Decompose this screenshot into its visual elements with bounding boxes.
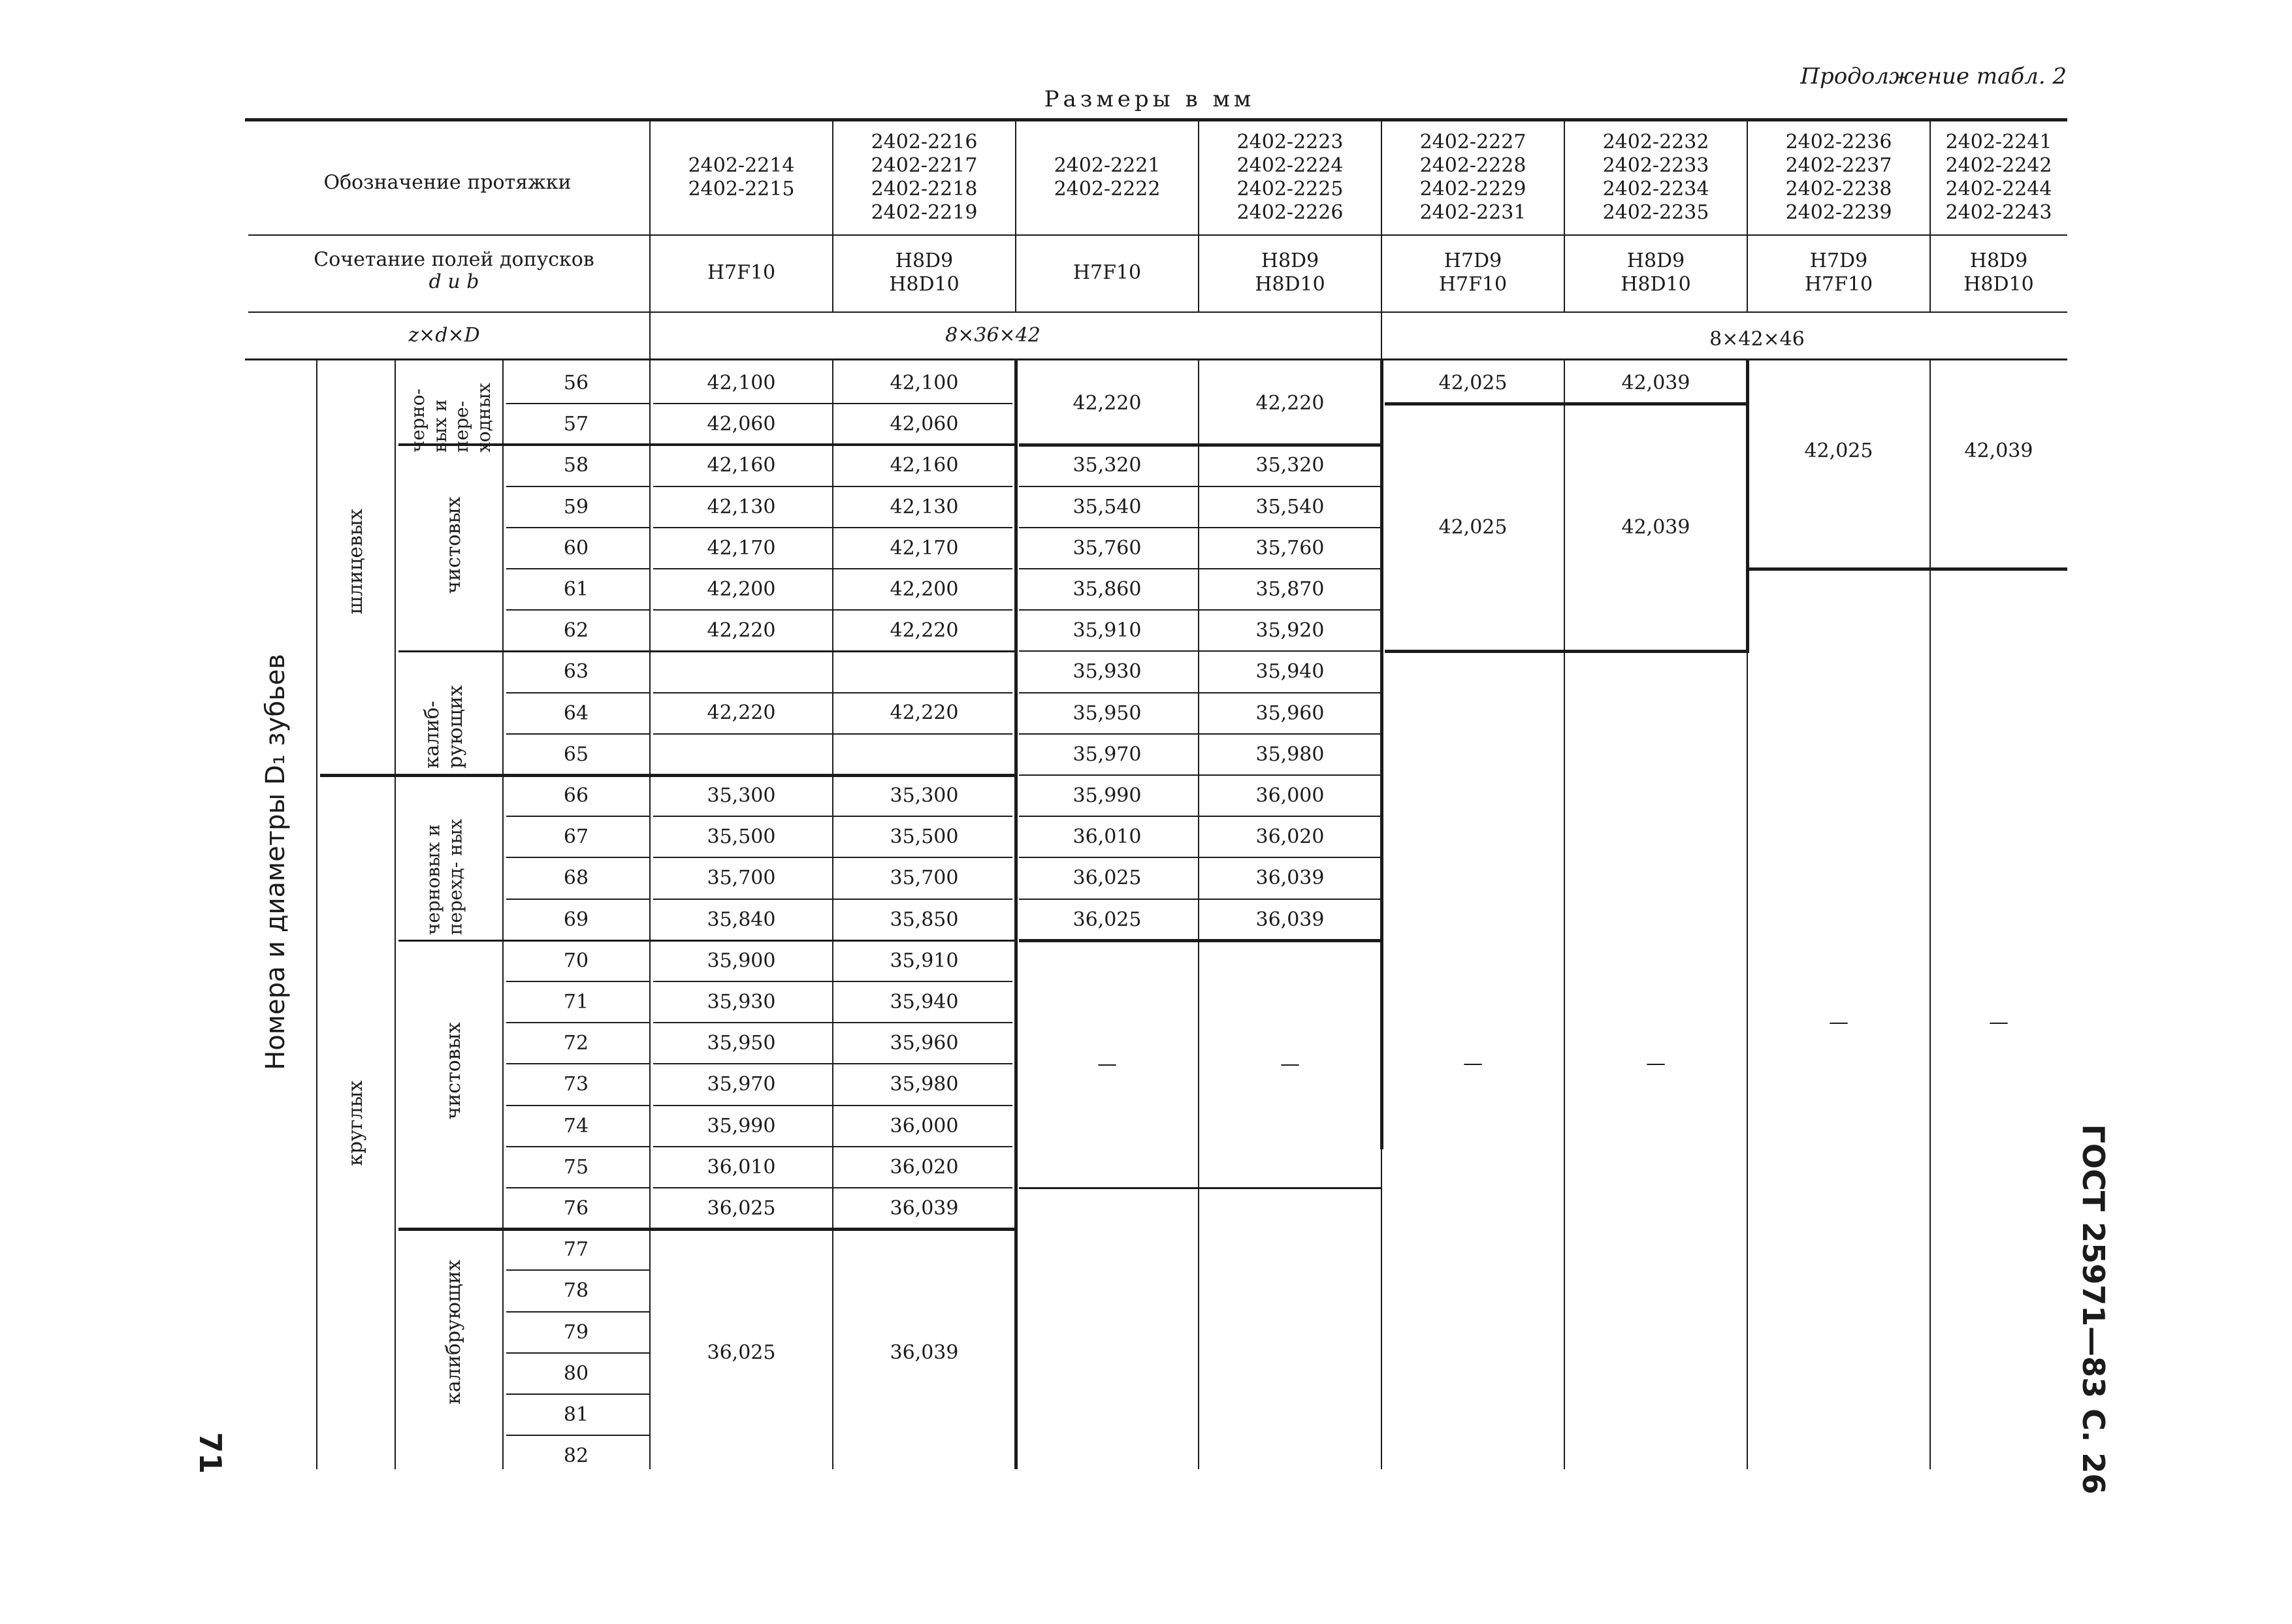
grid-line [245,118,2067,121]
grid-line [649,312,651,359]
tolerance-cell [1963,249,2033,296]
value-cell: 35,320 [1073,454,1142,477]
grid-line [1747,119,1748,312]
grid-line [506,1187,650,1188]
subgroup-round-rough: черновых и перехд- ных [422,819,466,935]
grid-line [649,119,651,312]
designation-code: 2402-2215 [688,178,795,200]
grid-line [1019,816,1381,817]
grid-line [395,359,396,1469]
value-cell: 35,900 [707,949,776,972]
grid-line [506,733,650,735]
gost-label: ГОСТ 25971—83 С. 26 [2076,1124,2111,1495]
value-cell: 42,220 [890,618,959,642]
zdD-header: z×d×D [408,324,480,347]
subgroup-spline-finish: чистовых [442,496,465,594]
group-round: круглых [344,1080,367,1166]
grid-line [506,1435,650,1436]
grid-line [506,1146,650,1147]
designation-code: 2402-2236 [1785,131,1892,153]
units-label: Размеры в мм [1044,86,1255,112]
value-cell: 36,025 [707,1341,776,1364]
tooth-number: 56 [563,371,589,394]
value-cell: 42,100 [890,371,959,394]
grid-line [1929,359,1931,1469]
grid-line [832,119,833,312]
grid-line [506,1352,650,1354]
grid-line [1019,568,1381,569]
grid-line [832,359,833,1469]
group-splined: шлицевых [344,509,367,614]
value-cell: 42,130 [890,495,959,518]
value-cell: 36,039 [890,1341,959,1364]
tolerance-cell [1073,261,1141,285]
tooth-number: 73 [563,1073,589,1096]
grid-line [653,1022,1012,1023]
value-cell: 35,500 [707,825,776,848]
grid-line [1564,119,1565,312]
value-cell: 35,860 [1073,577,1142,601]
value-cell: 42,200 [707,577,776,601]
tooth-number: 62 [563,618,589,642]
value-cell: 35,300 [707,784,776,807]
value-cell: 35,700 [707,867,776,889]
designation-code: 2402-2231 [1419,201,1526,224]
designation-code: 2402-2222 [1054,178,1161,200]
grid-line [1014,359,1018,1469]
tolerance-code: H7F10 [1804,273,1873,296]
grid-line [653,568,1012,569]
grid-line [506,403,650,404]
value-cell: 36,039 [1255,867,1325,889]
value-cell: 35,940 [1255,660,1325,683]
value-cell: 42,025 [1438,515,1508,539]
grid-line [1381,119,1382,312]
value-cell: 42,060 [890,412,959,436]
tooth-number: 75 [563,1155,589,1179]
grid-line [1747,567,2067,571]
designation-code: 2402-2217 [871,154,978,177]
tolerance-cell [1621,249,1690,296]
value-cell: 42,220 [707,701,776,724]
grid-line [248,234,2067,236]
designation-code: 2402-2223 [1236,131,1344,153]
value-cell: 35,910 [890,949,959,972]
value-cell: — [1097,1052,1117,1075]
grid-line [653,733,1012,735]
tooth-number: 60 [563,536,589,560]
value-cell: 35,320 [1255,454,1325,477]
value-cell: 35,850 [890,908,959,931]
tolerance-code: H7F10 [1073,261,1142,284]
value-cell: 36,039 [890,1196,959,1220]
value-cell: 35,970 [707,1073,776,1096]
value-cell: 36,020 [1255,825,1325,848]
grid-line [1929,119,1931,312]
grid-line [506,1269,650,1271]
grid-line [1019,857,1381,858]
grid-line [506,857,650,858]
tooth-number: 70 [563,949,589,972]
grid-line [506,816,650,817]
designation-cell [1786,131,1892,225]
designation-cell [1946,131,2052,225]
value-cell: 35,980 [1255,742,1325,766]
value-cell: 35,760 [1073,536,1142,560]
designation-code: 2402-2214 [688,154,795,177]
value-cell: 35,840 [707,908,776,931]
grid-line [1019,609,1381,611]
grid-line [506,609,650,611]
size-group-1: 8×36×42 [945,324,1041,347]
value-cell: 35,990 [707,1114,776,1138]
tolerance-code: H8D10 [1963,273,2034,296]
grid-line [653,486,1012,487]
value-cell: 42,170 [890,536,959,560]
value-cell: 35,930 [1073,660,1142,683]
grid-line [506,1311,650,1313]
grid-line [398,940,1016,942]
value-cell: 36,010 [1073,825,1142,848]
designation-code: 2402-2227 [1419,131,1526,153]
grid-line [506,692,650,693]
grid-line [1019,733,1381,735]
tooth-number: 77 [563,1237,589,1261]
tolerance-code: H8D10 [889,273,960,296]
tooth-number: 82 [563,1444,589,1467]
size-group-2: 8×42×46 [1709,328,1805,351]
value-cell: 42,220 [707,618,776,642]
value-cell: 35,540 [1255,495,1325,518]
value-cell: — [1280,1052,1300,1075]
side-title: Номера и диаметры D₁ зубьев [261,654,291,1070]
tooth-number: 57 [563,412,589,436]
designation-header: Обозначение протяжки [323,171,572,194]
tooth-number: 63 [563,660,589,683]
value-cell: 35,990 [1073,784,1142,807]
grid-line [506,527,650,528]
grid-line [506,1105,650,1106]
designation-code: 2402-2225 [1236,178,1344,200]
grid-line [1381,312,1382,359]
tooth-number: 81 [563,1403,589,1426]
grid-line [506,486,650,487]
tolerance-code: H8D10 [1621,273,1691,296]
value-cell: 35,980 [890,1073,959,1096]
designation-code: 2402-2224 [1236,154,1344,177]
grid-line [398,650,1016,652]
grid-line [1747,653,1748,1469]
designation-code: 2402-2228 [1419,154,1526,177]
subgroup-round-finish: чистовых [442,1022,465,1120]
designation-code: 2402-2237 [1785,154,1892,177]
grid-line [506,1022,650,1023]
grid-line [506,1063,650,1064]
grid-line [1381,1149,1382,1469]
value-cell: 36,000 [1255,784,1325,807]
tooth-number: 69 [563,908,589,931]
value-cell: 36,025 [1073,867,1142,889]
value-cell: 36,025 [707,1196,776,1220]
grid-line [1385,402,1747,406]
grid-line [1198,359,1199,1469]
grid-line [653,403,1012,404]
grid-line [398,1228,1016,1231]
grid-line [653,857,1012,858]
tooth-number: 76 [563,1196,589,1220]
tolerance-code: H8D10 [1255,273,1325,296]
grid-line [1019,650,1381,652]
grid-line [1019,939,1381,942]
continuation-label: Продолжение табл. 2 [1800,63,2067,89]
tolerance-code: H8D9 [1969,249,2028,272]
value-cell: 35,870 [1255,577,1325,601]
designation-cell [1054,154,1161,201]
tooth-number: 65 [563,742,589,766]
grid-line [320,774,1016,777]
designation-code: 2402-2219 [871,201,978,224]
tolerance-code: H7D9 [1444,249,1502,272]
grid-line [1019,899,1381,900]
designation-code: 2402-2243 [1945,201,2052,224]
value-cell: 42,100 [707,371,776,394]
grid-line [1385,650,1747,653]
tooth-number: 59 [563,495,589,518]
subgroup-round-calib: калибрующих [442,1260,465,1405]
value-cell: 36,010 [707,1155,776,1179]
grid-line [653,899,1012,900]
grid-line [649,359,651,1469]
designation-code: 2402-2221 [1054,154,1161,177]
tolerance-header: Сочетание полей допусков [314,248,594,271]
value-cell: — [1646,1052,1666,1075]
value-cell: 35,930 [707,990,776,1013]
value-cell: 35,920 [1255,618,1325,642]
designation-code: 2402-2234 [1602,178,1709,200]
designation-code: 2402-2232 [1602,131,1709,153]
tooth-number: 58 [563,454,589,477]
value-cell: — [1989,1011,2009,1034]
grid-line [653,609,1012,611]
value-cell: 36,020 [890,1155,959,1179]
grid-line [653,1063,1012,1064]
designation-code: 2402-2229 [1419,178,1526,200]
tooth-number: 74 [563,1114,589,1138]
value-cell: 35,970 [1073,742,1142,766]
grid-line [1019,443,1381,447]
tooth-number: 78 [563,1279,589,1302]
designation-code: 2402-2241 [1945,131,2052,153]
value-cell: 35,950 [1073,701,1142,725]
designation-cell [1420,131,1526,225]
designation-cell [1603,131,1709,225]
value-cell: 35,950 [707,1031,776,1055]
value-cell: 36,025 [1073,908,1142,931]
designation-code: 2402-2226 [1236,201,1344,224]
tolerance-header-sub: d и b [428,270,479,293]
value-cell: 42,170 [707,536,776,560]
grid-line [653,816,1012,817]
designation-code: 2402-2242 [1945,154,2052,177]
value-cell: 42,220 [890,701,959,724]
value-cell: 35,700 [890,867,959,889]
grid-line [1198,119,1199,312]
value-cell: 42,025 [1438,371,1508,394]
designation-code: 2402-2216 [871,131,978,153]
tolerance-code: H7D9 [1809,249,1868,272]
designation-code: 2402-2239 [1785,201,1892,224]
grid-line [1019,774,1381,776]
tolerance-cell [1805,249,1873,296]
designation-cell [688,154,795,201]
tolerance-cell [1439,249,1507,296]
designation-cell [871,131,978,225]
value-cell: 42,160 [890,454,959,477]
value-cell: 42,220 [1255,392,1325,415]
value-cell: 42,130 [707,495,776,518]
tolerance-code: H7F10 [1438,273,1508,296]
grid-line [653,1146,1012,1147]
page-number-left: 71 [193,1431,228,1474]
value-cell: 42,200 [890,577,959,601]
subgroup-spline-calib: калиб- рующих [421,685,467,769]
grid-line [506,981,650,982]
designation-code: 2402-2218 [871,178,978,200]
tooth-number: 67 [563,825,589,848]
value-cell: 35,940 [890,990,959,1013]
tolerance-code: H7F10 [707,261,776,284]
value-cell: 42,220 [1073,392,1142,415]
grid-line [1380,359,1383,1149]
grid-line [316,359,317,1469]
grid-line [506,568,650,569]
value-cell: 35,910 [1073,618,1142,642]
value-cell: 35,500 [890,825,959,848]
tooth-number: 68 [563,867,589,889]
tolerance-code: H8D9 [1261,249,1319,272]
tolerance-cell [1255,249,1325,296]
value-cell: 42,160 [707,454,776,477]
tooth-number: 64 [563,701,589,725]
grid-line [653,692,1012,693]
grid-line [1019,692,1381,693]
value-cell: 35,540 [1073,495,1142,518]
value-cell: — [1829,1011,1848,1034]
tolerance-code: H8D9 [895,249,954,272]
value-cell: 42,039 [1964,439,2033,462]
grid-line [1019,527,1381,528]
designation-cell [1237,131,1344,225]
grid-line [506,1393,650,1395]
grid-line [653,527,1012,528]
tooth-number: 72 [563,1031,589,1055]
value-cell: 42,025 [1804,439,1873,462]
grid-line [502,359,504,1469]
value-cell: 36,000 [890,1114,959,1138]
tolerance-code: H8D9 [1626,249,1685,272]
tolerance-cell [707,261,775,285]
grid-line [1564,653,1565,1469]
value-cell: 35,960 [1255,701,1325,725]
grid-line [1015,119,1016,312]
grid-line [248,311,2067,313]
grid-line [1019,486,1381,487]
value-cell: 42,039 [1621,515,1690,539]
value-cell: — [1463,1052,1483,1075]
designation-code: 2402-2235 [1602,201,1709,224]
grid-line [506,899,650,900]
designation-code: 2402-2244 [1945,178,2052,200]
value-cell: 42,039 [1621,371,1690,394]
tooth-number: 79 [563,1320,589,1344]
grid-line [245,358,2067,360]
grid-line [653,1187,1012,1188]
value-cell: 36,039 [1255,908,1325,931]
value-cell: 35,960 [890,1031,959,1055]
value-cell: 35,760 [1255,536,1325,560]
tooth-number: 71 [563,990,589,1013]
tooth-number: 61 [563,577,589,601]
designation-code: 2402-2233 [1602,154,1709,177]
grid-line [653,981,1012,982]
tolerance-cell [889,249,959,296]
grid-line [653,1105,1012,1106]
value-cell: 42,060 [707,412,776,436]
subgroup-spline-rough: черно- вых и пере- ходных [406,383,494,453]
grid-line [1019,1187,1381,1189]
tooth-number: 66 [563,784,589,807]
tooth-number: 80 [563,1361,589,1385]
value-cell: 35,300 [890,784,959,807]
designation-code: 2402-2238 [1785,178,1892,200]
